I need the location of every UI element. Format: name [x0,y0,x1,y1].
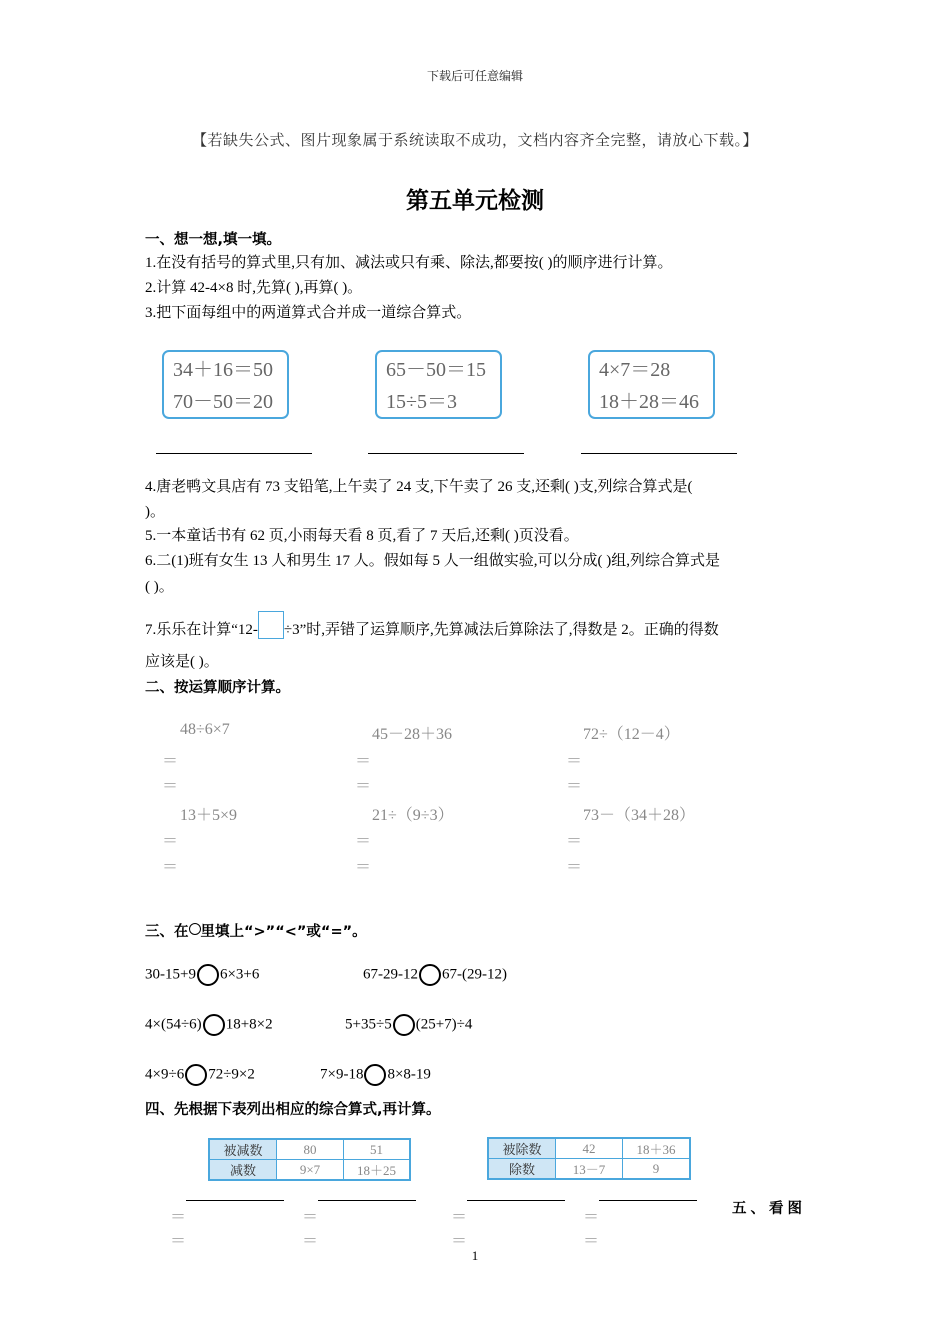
section2-heading: 二、按运算顺序计算。 [145,680,290,696]
calc-problem: 73－（34＋28） [583,807,696,824]
table-cell: 18＋25 [344,1160,411,1181]
equals-sign: ＝ [302,1209,319,1226]
equals-sign: ＝ [355,833,372,850]
table-cell: 80 [277,1139,344,1160]
table-row [209,1160,410,1181]
compare-left: 5+35÷5 [345,1016,392,1033]
question-5: 5.一本童话书有 62 页,小雨每天看 8 页,看了 7 天后,还剩( )页没看。 [145,528,579,544]
equals-sign: ＝ [162,778,179,795]
compare-right: (25+7)÷4 [415,1016,473,1033]
page-title: 第五单元检测 [406,188,544,213]
compare-left: 4×9÷6 [145,1066,185,1083]
equals-sign: ＝ [355,778,372,795]
equation-line: 15÷5＝3 [386,391,457,413]
calc-problem: 21÷（9÷3） [372,807,454,824]
equals-sign: ＝ [451,1209,468,1226]
question-1: 1.在没有括号的算式里,只有加、减法或只有乘、除法,都要按( )的顺序进行计算。 [145,255,673,271]
equation-line: 4×7＝28 [599,359,671,381]
compare-circle[interactable] [364,1064,386,1086]
equals-sign: ＝ [162,859,179,876]
table-cell: 除数 [488,1159,556,1180]
table-cell: 42 [556,1138,623,1159]
table-cell: 被减数 [209,1139,277,1160]
equation-line: 34＋16＝50 [173,359,273,381]
question-3: 3.把下面每组中的两道算式合并成一道综合算式。 [145,305,472,321]
equals-sign: ＝ [583,1209,600,1226]
calc-problem: 72÷（12－4） [583,726,680,743]
equation-line: 70－50＝20 [173,391,273,413]
compare-circle[interactable] [203,1014,225,1036]
table-cell: 减数 [209,1160,277,1181]
compare-circle[interactable] [393,1014,415,1036]
page-number: 1 [471,1248,479,1263]
equals-sign: ＝ [355,859,372,876]
answer-box[interactable] [258,611,284,639]
compare-right: 72÷9×2 [208,1066,255,1083]
question-7-text-a: 7.乐乐在计算“12- [145,622,258,638]
question-7-end: 应该是( )。 [145,654,219,670]
table-row [488,1138,690,1159]
equation-box-1 [162,350,289,419]
equals-sign: ＝ [583,1233,600,1250]
answer-line[interactable] [581,453,737,454]
compare-left: 67-29-12 [363,966,418,983]
compare-right: 67-(29-12) [442,966,507,983]
equals-sign: ＝ [355,753,372,770]
table-cell: 被除数 [488,1138,556,1159]
compare-right: 8×8-19 [387,1066,431,1083]
equals-sign: ＝ [170,1233,187,1250]
compare-circle[interactable] [419,964,441,986]
question-7 [145,618,719,639]
data-table-division [487,1137,691,1180]
equals-sign: ＝ [566,833,583,850]
equals-sign: ＝ [566,753,583,770]
calc-problem: 45－28＋36 [372,726,453,743]
question-7-text-b: ÷3”时,弄错了运算顺序,先算减法后算除法了,得数是 2。正确的得数 [283,622,719,638]
compare-item [145,964,259,986]
question-6: 6.二(1)班有女生 13 人和男生 17 人。假如每 5 人一组做实验,可以分成( )组,列综合算式是 [145,553,720,569]
equals-sign: ＝ [162,833,179,850]
equals-sign: ＝ [451,1233,468,1250]
question-4-end: )。 [145,504,165,520]
answer-line[interactable] [186,1200,284,1201]
table-cell: 18＋36 [623,1138,691,1159]
compare-circle[interactable] [185,1064,207,1086]
equals-sign: ＝ [302,1233,319,1250]
question-6-end: ( )。 [145,579,174,595]
question-2: 2.计算 42-4×8 时,先算( ),再算( )。 [145,280,363,296]
compare-left: 7×9-18 [320,1066,364,1083]
table-row [209,1139,410,1160]
table-cell: 9 [623,1159,691,1180]
equation-line: 65－50＝15 [386,359,486,381]
equation-box-3 [588,350,715,419]
equals-sign: ＝ [566,778,583,795]
compare-left: 4×(54÷6) [145,1016,202,1033]
equation-line: 18＋28＝46 [599,391,699,413]
calc-problem: 48÷6×7 [180,721,230,738]
circle-icon [189,923,201,935]
equals-sign: ＝ [566,859,583,876]
calc-problem: 13＋5×9 [180,807,238,824]
table-cell: 51 [344,1139,411,1160]
compare-item [363,964,507,986]
section5-heading: 五、看图 [732,1201,806,1217]
section1-heading: 一、想一想,填一填。 [145,232,282,248]
compare-circle[interactable] [197,964,219,986]
compare-item [145,1014,273,1036]
table-row [488,1159,690,1180]
equals-sign: ＝ [162,753,179,770]
compare-right: 6×3+6 [219,966,260,983]
section3-heading-b: 里填上“>”“<”或“=”。 [200,924,367,940]
compare-item [320,1064,431,1086]
section4-heading: 四、先根据下表列出相应的综合算式,再计算。 [145,1102,441,1118]
compare-right: 18+8×2 [225,1016,273,1033]
compare-item [145,1064,255,1086]
answer-line[interactable] [318,1200,416,1201]
page-header: 下载后可任意编辑 [426,69,523,83]
answer-line[interactable] [599,1200,697,1201]
table-cell: 9×7 [277,1160,344,1181]
data-table-subtraction [208,1138,411,1181]
compare-item [345,1014,472,1036]
equals-sign: ＝ [170,1209,187,1226]
answer-line[interactable] [467,1200,565,1201]
section3-heading [145,920,367,941]
section3-heading-a: 三、在 [145,924,189,940]
answer-line[interactable] [156,453,312,454]
compare-left: 30-15+9 [145,966,196,983]
table-cell: 13－7 [556,1159,623,1180]
equation-box-2 [375,350,502,419]
question-4: 4.唐老鸭文具店有 73 支铅笔,上午卖了 24 支,下午卖了 26 支,还剩( )支,列综合算式是( [145,479,693,495]
answer-line[interactable] [368,453,524,454]
download-notice: 【若缺失公式、图片现象属于系统读取不成功，文档内容齐全完整，请放心下载。】 [191,133,758,149]
